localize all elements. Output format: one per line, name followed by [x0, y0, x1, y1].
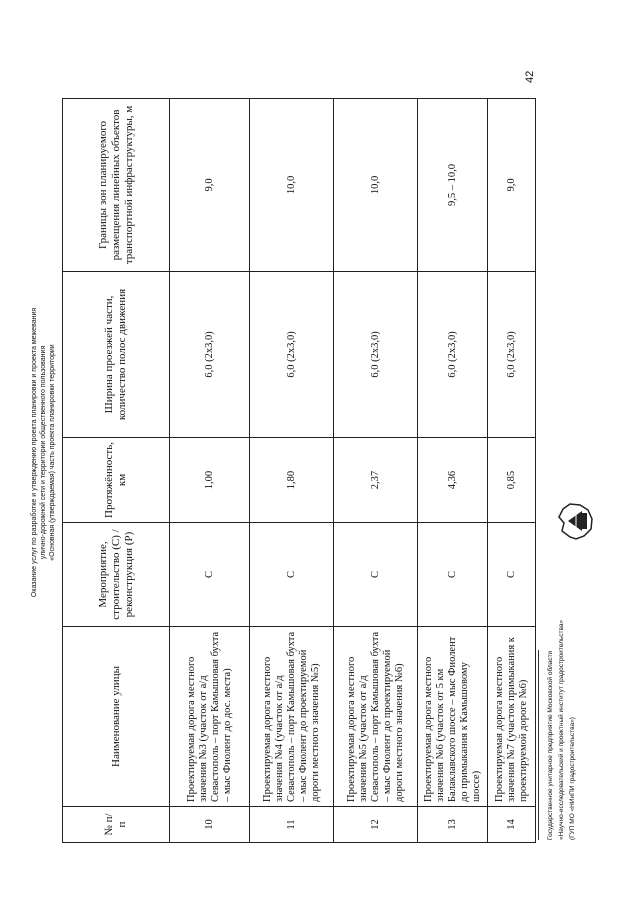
row-event: С: [170, 523, 250, 627]
row-zones: 10,0: [334, 98, 418, 271]
row-length: 1,00: [170, 437, 250, 522]
table-row: [418, 98, 488, 842]
row-width: 6,0 (2x3,0): [488, 271, 536, 437]
organization-footer: [538, 570, 578, 840]
row-name: Проектируемая дорога местного значения №4 (участок от а/д Севастополь – порт Камышовая бухта – мыс Фиолент до проектируемой дороги местного значения №5): [250, 627, 334, 807]
row-name: Проектируемая дорога местного значения №3 (участок от а/д Севастополь – порт Камышовая бухта – мыс Фиолент до дос. места): [170, 627, 250, 807]
row-num: 13: [418, 807, 488, 843]
header-num: № п/п: [63, 807, 170, 843]
footer-line-2: «Научно-исследовательский и проектный институт градостроительства»: [558, 619, 565, 840]
row-name: Проектируемая дорога местного значения №5 (участок от а/д Севастополь – порт Камышовая бухта – мыс Фиолент до проектируемой дороги местного значения №6): [334, 627, 418, 807]
row-width: 6,0 (2x3,0): [170, 271, 250, 437]
row-num: 14: [488, 807, 536, 843]
row-zones: 9,0: [170, 98, 250, 271]
row-event: С: [418, 523, 488, 627]
row-width: 6,0 (2x3,0): [334, 271, 418, 437]
institute-emblem-icon: [556, 499, 596, 543]
table-row: [488, 98, 536, 842]
row-event: С: [488, 523, 536, 627]
row-length: 4,36: [418, 437, 488, 522]
table-header-row: [63, 98, 170, 842]
footer-line-1: Государственное унитарное предприятие Московской области: [547, 650, 554, 840]
row-length: 2,37: [334, 437, 418, 522]
row-num: 12: [334, 807, 418, 843]
row-zones: 9,5 – 10,0: [418, 98, 488, 271]
row-zones: 10,0: [250, 98, 334, 271]
page-number: 42: [524, 70, 536, 83]
row-event: С: [250, 523, 334, 627]
row-length: 0,85: [488, 437, 536, 522]
footer-divider: [538, 650, 539, 840]
header-event: Мероприятие, строительство (С) / реконструкция (Р): [63, 523, 170, 627]
row-name: Проектируемая дорога местного значения №6 (участок от 5 км Балаклавского шоссе – мыс Фиолент до примыкания к Камышовому шоссе): [418, 627, 488, 807]
roads-table: [62, 98, 536, 843]
header-line-1: Оказание услуг по разработке и утверждению проекта планировки и проекта межевания: [31, 307, 38, 598]
header-line-3: «Основная (утверждаемая) часть проекта планировки территории: [49, 344, 56, 561]
table-row: [170, 98, 250, 842]
document-header: [30, 0, 57, 905]
row-num: 11: [250, 807, 334, 843]
row-width: 6,0 (2x3,0): [418, 271, 488, 437]
table-row: [334, 98, 418, 842]
row-event: С: [334, 523, 418, 627]
row-num: 10: [170, 807, 250, 843]
header-length: Протяжённость, км: [63, 437, 170, 522]
header-width: Ширина проезжей части, количество полос движения: [63, 271, 170, 437]
header-line-2: улично-дорожной сети и территории общественного пользования: [40, 345, 47, 560]
footer-line-3: (ГУП МО «НИиПИ градостроительства»): [569, 717, 576, 840]
row-length: 1,80: [250, 437, 334, 522]
header-name: Наименование улицы: [63, 627, 170, 807]
row-name: Проектируемая дорога местного значения №7 (участок примыкания к проектируемой дороге №6): [488, 627, 536, 807]
row-width: 6,0 (2x3,0): [250, 271, 334, 437]
header-zones: Границы зон планируемого размещения линейных объектов транспортной инфраструктуры, м: [63, 98, 170, 271]
table-row: [250, 98, 334, 842]
row-zones: 9,0: [488, 98, 536, 271]
